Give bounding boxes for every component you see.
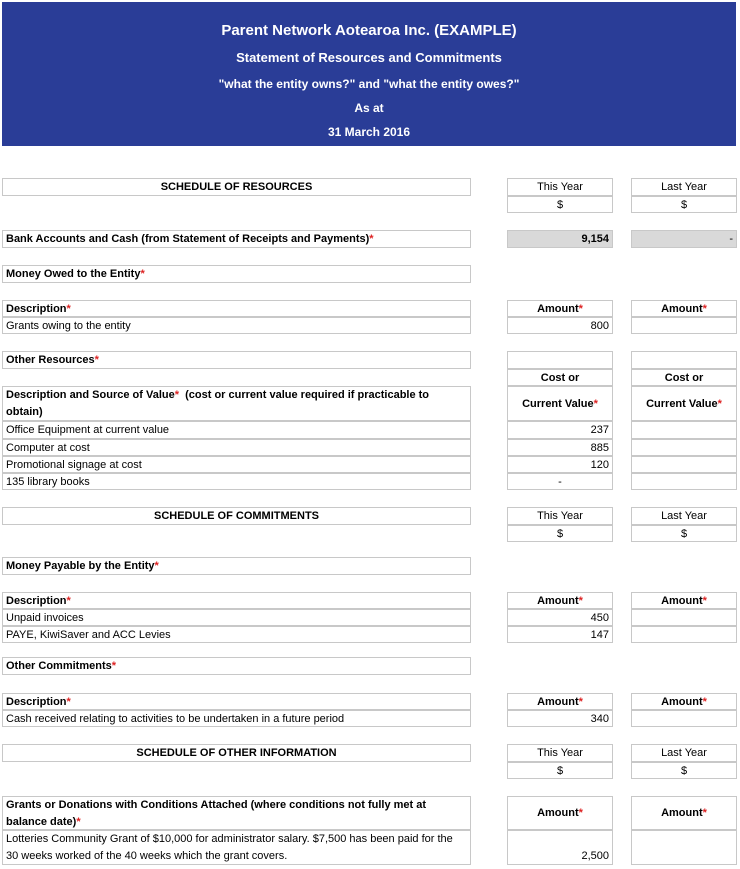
commitments-last-year-currency: $	[631, 525, 737, 542]
money-payable-row-this-year: 450	[507, 609, 613, 626]
other-commitments-title: Other Commitments*	[2, 657, 471, 675]
grants-conditions-header: Grants or Donations with Conditions Attached (where conditions not fully met at balance date)*	[2, 796, 471, 830]
statement-header-banner	[2, 2, 736, 146]
other-resources-row-this-year: -	[507, 473, 613, 490]
money-payable-amount-header-last: Amount*	[631, 592, 737, 609]
current-value-header-last: Current Value*	[631, 386, 737, 421]
money-owed-amount-header-last: Amount*	[631, 300, 737, 317]
as-at-label: As at	[354, 101, 384, 115]
money-owed-amount-header: Amount*	[507, 300, 613, 317]
statement-subtitle: "what the entity owns?" and "what the entity owes?"	[218, 77, 520, 91]
commitments-last-year-header: Last Year	[631, 507, 737, 525]
money-owed-row-last-year	[631, 317, 737, 334]
money-payable-amount-header: Amount*	[507, 592, 613, 609]
bank-last-year-value: -	[631, 230, 737, 248]
resources-this-year-header: This Year	[507, 178, 613, 196]
cost-or-header-last: Cost or	[631, 369, 737, 386]
other-resources-row-label: Office Equipment at current value	[2, 421, 471, 439]
bank-accounts-label: Bank Accounts and Cash (from Statement of Receipts and Payments)*	[2, 230, 471, 248]
cost-or-header-this: Cost or	[507, 369, 613, 386]
statement-title: Statement of Resources and Commitments	[236, 50, 502, 65]
other-resources-row-label: 135 library books	[2, 473, 471, 490]
other-resources-row-last-year	[631, 421, 737, 439]
other-resources-row-this-year: 237	[507, 421, 613, 439]
other-info-last-year-currency: $	[631, 762, 737, 779]
current-value-header-this: Current Value*	[507, 386, 613, 421]
statement-date: 31 March 2016	[327, 125, 411, 139]
resources-last-year-currency: $	[631, 196, 737, 213]
grants-row-last-year	[631, 830, 737, 865]
money-payable-row-label: PAYE, KiwiSaver and ACC Levies	[2, 626, 471, 643]
grants-amount-header: Amount*	[507, 796, 613, 830]
money-owed-title: Money Owed to the Entity*	[2, 265, 471, 283]
other-resources-description-header: Description and Source of Value* (cost or current value required if practicable to obtain)	[2, 386, 471, 421]
other-info-this-year-header: This Year	[507, 744, 613, 762]
other-resources-row-last-year	[631, 456, 737, 473]
other-resources-row-this-year: 120	[507, 456, 613, 473]
money-payable-title: Money Payable by the Entity*	[2, 557, 471, 575]
money-payable-row-label: Unpaid invoices	[2, 609, 471, 626]
grants-amount-header-last: Amount*	[631, 796, 737, 830]
other-commitments-description-header: Description*	[2, 693, 471, 710]
money-payable-row-this-year: 147	[507, 626, 613, 643]
other-info-this-year-currency: $	[507, 762, 613, 779]
resources-last-year-header: Last Year	[631, 178, 737, 196]
other-resources-row-label: Computer at cost	[2, 439, 471, 456]
schedule-other-information-title: SCHEDULE OF OTHER INFORMATION	[2, 744, 471, 762]
money-owed-row-this-year: 800	[507, 317, 613, 334]
organisation-name: Parent Network Aotearoa Inc. (EXAMPLE)	[221, 22, 517, 39]
other-resources-row-this-year: 885	[507, 439, 613, 456]
other-commitments-amount-header: Amount*	[507, 693, 613, 710]
other-resources-row-label: Promotional signage at cost	[2, 456, 471, 473]
resources-this-year-currency: $	[507, 196, 613, 213]
schedule-commitments-title: SCHEDULE OF COMMITMENTS	[2, 507, 471, 525]
other-resources-row-last-year	[631, 439, 737, 456]
schedule-resources-title: SCHEDULE OF RESOURCES	[2, 178, 471, 196]
money-payable-row-last-year	[631, 609, 737, 626]
other-resources-title: Other Resources*	[2, 351, 471, 369]
other-resources-blank-this	[507, 351, 613, 369]
other-commitments-row-this-year: 340	[507, 710, 613, 727]
other-info-last-year-header: Last Year	[631, 744, 737, 762]
money-payable-row-last-year	[631, 626, 737, 643]
money-payable-description-header: Description*	[2, 592, 471, 609]
grants-row-this-year: 2,500	[507, 830, 613, 865]
other-resources-row-last-year	[631, 473, 737, 490]
commitments-this-year-currency: $	[507, 525, 613, 542]
money-owed-row-label: Grants owing to the entity	[2, 317, 471, 334]
money-owed-description-header: Description*	[2, 300, 471, 317]
other-commitments-amount-header-last: Amount*	[631, 693, 737, 710]
grants-row-label: Lotteries Community Grant of $10,000 for administrator salary. $7,500 has been paid for the 30 weeks worked of the 40 weeks which the grant covers.	[2, 830, 471, 865]
commitments-this-year-header: This Year	[507, 507, 613, 525]
bank-this-year-value: 9,154	[507, 230, 613, 248]
other-commitments-row-last-year	[631, 710, 737, 727]
other-commitments-row-label: Cash received relating to activities to be undertaken in a future period	[2, 710, 471, 727]
other-resources-blank-last	[631, 351, 737, 369]
